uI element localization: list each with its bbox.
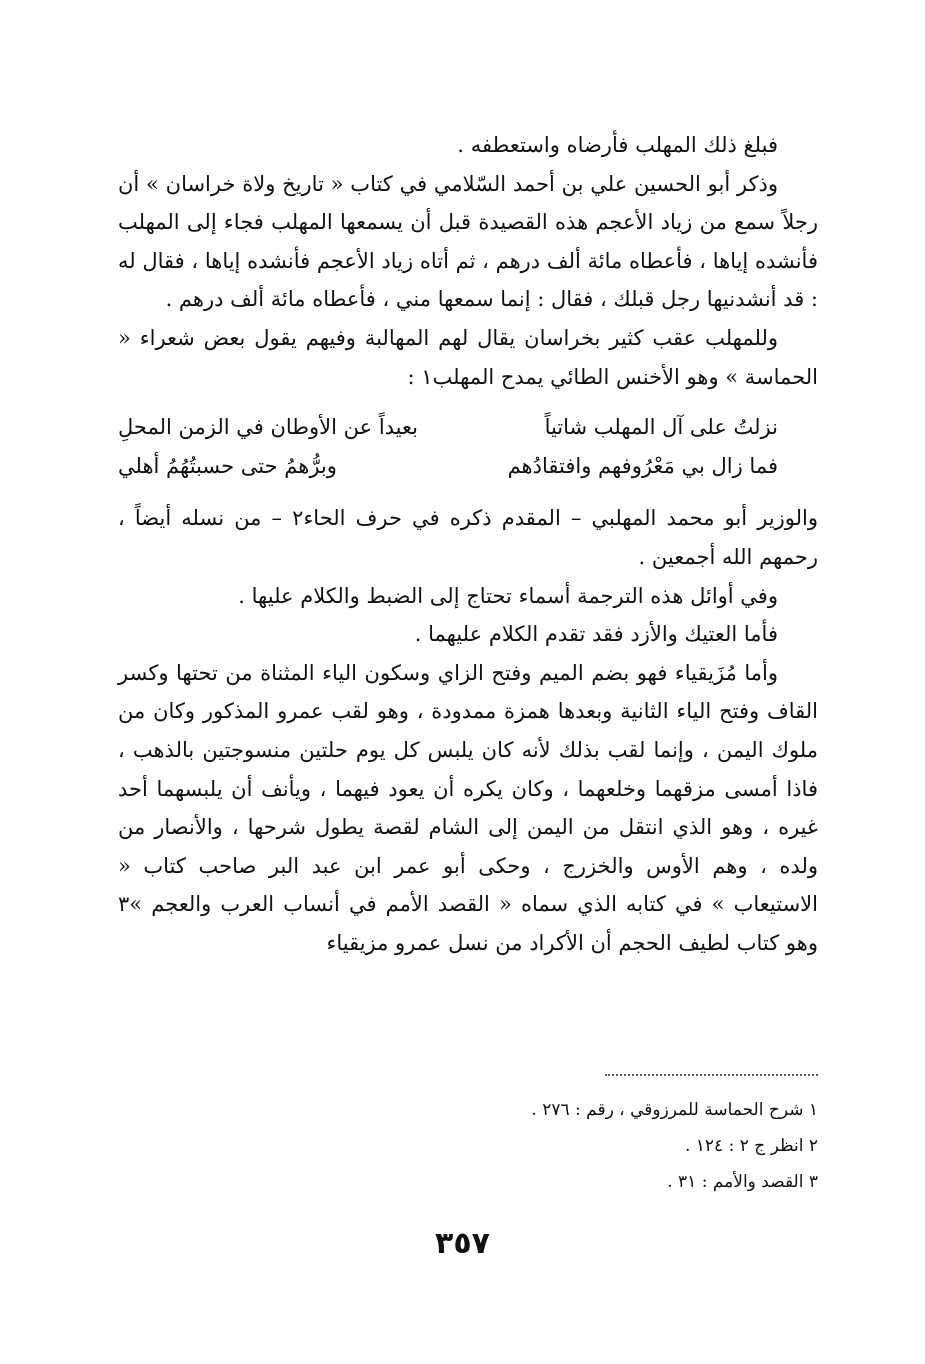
page-number: ٣٥٧: [435, 1226, 490, 1261]
paragraph-1: فبلغ ذلك المهلب فأرضاه واستعطفه .: [457, 133, 778, 157]
verse-2-second-hemistich: وبرُّهمُ حتى حسبتُهُمُ أهلي: [118, 453, 337, 478]
footnote-2: ٢ انظر ج ٢ : ١٢٤ .: [684, 1136, 818, 1156]
paragraph-3: وللمهلب عقب كثير بخراسان يقال لهم المهالبة وفيهم يقول بعض شعراء « الحماسة » وهو الأخنس الطائي يمدح المهلب١ :: [118, 325, 818, 389]
main-text: [118, 126, 818, 962]
verse-1-second-hemistich: بعيداً عن الأوطان في الزمن المحلِ: [118, 415, 418, 440]
footnotes: [118, 1092, 818, 1200]
footnote-divider: [605, 1074, 818, 1076]
poem: [118, 408, 818, 485]
footnote-1: ١ شرح الحماسة للمرزوقي ، رقم : ٢٧٦ .: [531, 1100, 818, 1120]
verse-2: [118, 447, 778, 486]
paragraph-6: فأما العتيك والأزد فقد تقدم الكلام عليهما .: [414, 622, 778, 647]
verse-1: [118, 408, 778, 447]
paragraph-5: وفي أوائل هذه الترجمة أسماء تحتاج إلى الضبط والكلام عليها .: [238, 583, 778, 608]
footnote-3: ٣ القصد والأمم : ٣١ .: [667, 1172, 818, 1192]
paragraph-7: وأما مُزَيقياء فهو بضم الميم وفتح الزاي وسكون الياء المثناة من تحتها وكسر القاف وفتح الياء الثانية وبعدها همزة ممدودة ، وهو لقب عمرو المذكور وكان من ملوك اليمن ، وإنما لقب بذلك لأنه كان يلبس كل يوم حلتين منسوجتين بالذهب ، فاذا أمسى مزقهما وخلعهما ، وكان يكره أن يعود فيهما ، ويأنف أن يلبسهما أحد غيره ، وهو الذي انتقل من اليمن إلى الشام لقصة يطول شرحها ، والأنصار من ولده ، وهم الأوس والخزرج ، وحكى أبو عمر ابن عبد البر صاحب كتاب « الاستيعاب » في كتابه الذي سماه « القصد الأمم في أنساب العرب والعجم »٣ وهو كتاب لطيف الحجم أن الأكراد من نسل عمرو مزيقياء: [118, 660, 818, 955]
paragraph-2: وذكر أبو الحسين علي بن أحمد السّلامي في كتاب « تاريخ ولاة خراسان » أن رجلاً سمع من زياد الأعجم هذه القصيدة قبل أن يسمعها المهلب فجاء إلى المهلب فأنشده إياها ، فأعطاه مائة ألف درهم ، ثم أتاه زياد الأعجم فأنشده إياها ، فقال له : قد أنشدنيها رجل قبلك ، فقال : إنما سمعها مني ، فأعطاه مائة ألف درهم .: [118, 171, 818, 312]
verse-1-first-hemistich: نزلتُ على آل المهلب شاتياً: [544, 415, 778, 440]
verse-2-first-hemistich: فما زال بي مَعْرُوفهم وافتقادُهم: [507, 453, 778, 478]
paragraph-4: والوزير أبو محمد المهلبي – المقدم ذكره في حرف الحاء٢ – من نسله أيضاً ، رحمهم الله أجمعين .: [118, 506, 818, 569]
